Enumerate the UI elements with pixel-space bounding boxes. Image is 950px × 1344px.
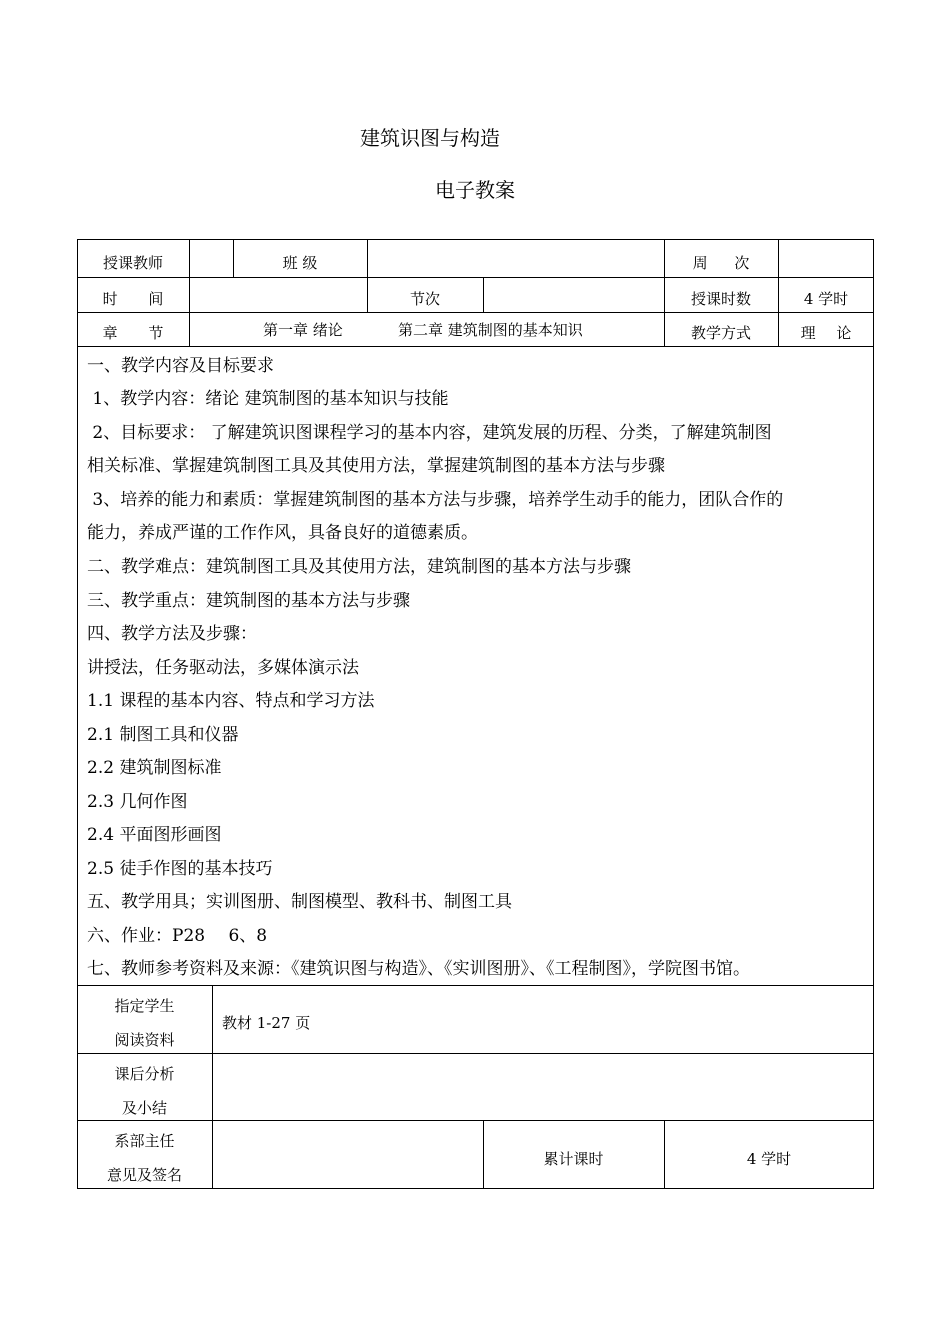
director-label-1: 系部主任 <box>114 1132 175 1150</box>
body-line: 2.5 徒手作图的基本技巧 <box>87 859 273 879</box>
body-line: 2.2 建筑制图标准 <box>87 758 222 778</box>
row-divider <box>77 1120 874 1121</box>
week-label: 周 次 <box>692 254 750 272</box>
director-label-2: 意见及签名 <box>106 1166 182 1184</box>
section-label: 节次 <box>409 290 440 308</box>
body-line: 1、教学内容：绪论 建筑制图的基本知识与技能 <box>87 389 449 409</box>
body-line: 讲授法，任务驱动法，多媒体演示法 <box>87 658 359 678</box>
row-divider <box>77 346 874 347</box>
body-line: 六、作业：P28 6、8 <box>87 926 268 946</box>
body-line: 相关标准、掌握建筑制图工具及其使用方法，掌握建筑制图的基本方法与步骤 <box>87 456 665 476</box>
teacher-label: 授课教师 <box>102 254 163 272</box>
body-line: 2、目标要求： 了解建筑识图课程学习的基本内容，建筑发展的历程、分类，了解建筑制图 <box>87 423 772 443</box>
body-line: 3、培养的能力和素质：掌握建筑制图的基本方法与步骤，培养学生动手的能力，团队合作的 <box>87 490 784 510</box>
body-line: 2.3 几何作图 <box>87 792 188 812</box>
chapter-label: 章 节 <box>102 324 164 342</box>
row-divider <box>77 312 874 313</box>
analysis-label-1: 课后分析 <box>114 1065 175 1083</box>
row-divider <box>77 985 874 986</box>
chapter-value-1: 第一章 绪论 <box>263 321 343 339</box>
total-hours-value: 4 学时 <box>746 1150 792 1168</box>
column-divider <box>189 240 190 346</box>
class-label: 班 级 <box>282 254 318 272</box>
body-line: 2.4 平面图形画图 <box>87 825 222 845</box>
row-divider <box>77 277 874 278</box>
column-divider <box>483 277 484 312</box>
body-line: 五、教学用具；实训图册、制图模型、教科书、制图工具 <box>87 892 512 912</box>
body-line: 二、教学难点：建筑制图工具及其使用方法，建筑制图的基本方法与步骤 <box>87 557 631 577</box>
document-title: 建筑识图与构造 <box>360 126 500 150</box>
document-subtitle: 电子教案 <box>435 178 515 202</box>
body-line: 能力，养成严谨的工作作风，具备良好的道德素质。 <box>87 523 478 543</box>
body-line: 2.1 制图工具和仪器 <box>87 725 239 745</box>
reading-label-2: 阅读资料 <box>114 1031 175 1049</box>
hours-value: 4 学时 <box>803 290 849 308</box>
body-line: 三、教学重点：建筑制图的基本方法与步骤 <box>87 591 410 611</box>
body-line: 四、教学方法及步骤： <box>87 624 257 644</box>
body-line: 一、教学内容及目标要求 <box>87 356 274 376</box>
hours-label: 授课时数 <box>690 290 751 308</box>
total-hours-label: 累计课时 <box>543 1150 604 1168</box>
body-line: 1.1 课程的基本内容、特点和学习方法 <box>87 691 375 711</box>
analysis-label-2: 及小结 <box>121 1099 167 1117</box>
chapter-value-2: 第二章 建筑制图的基本知识 <box>398 321 583 339</box>
reading-label-1: 指定学生 <box>114 997 175 1015</box>
row-divider <box>77 1053 874 1054</box>
method-label: 教学方式 <box>690 324 751 342</box>
method-value: 理 论 <box>800 324 852 342</box>
column-divider <box>212 985 213 1188</box>
time-label: 时 间 <box>102 290 164 308</box>
body-line: 七、教师参考资料及来源：《建筑识图与构造》、《实训图册》、《工程制图》，学院图书馆。 <box>87 959 750 979</box>
reading-value: 教材 1-27 页 <box>222 1014 311 1032</box>
